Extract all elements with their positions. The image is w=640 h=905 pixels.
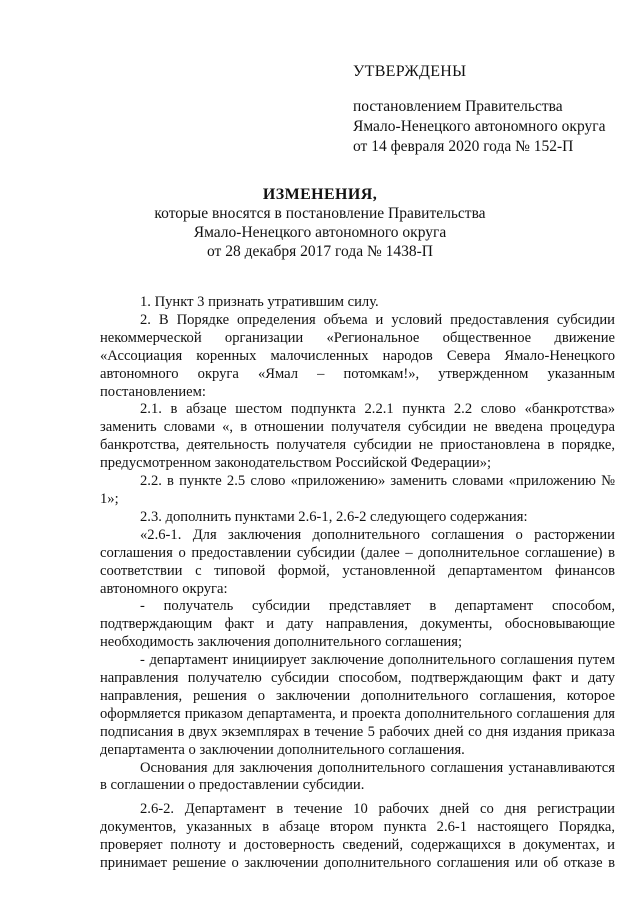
approved-line-1: постановлением Правительства [353, 98, 563, 115]
paragraph-2-2: 2.2. в пункте 2.5 слово «приложению» заменить словами «приложению № 1»; [100, 473, 615, 507]
approved-heading: УТВЕРЖДЕНЫ [353, 63, 467, 80]
paragraph-grounds: Основания для заключения дополнительного соглашения устанавливаются в соглашении о предоставлении субсидии. [100, 759, 615, 794]
title-line-3: от 28 декабря 2017 года № 1438-П [207, 243, 433, 260]
paragraph-2: 2. В Порядке определения объема и условий предоставления субсидии некоммерческой организации «Региональное общественное движение «Ассоциация коренных малочисленных народов Севера Ямало-Ненецкого автономного округа «Ямал – потомкам!», утвержденном указанным постановлением: [100, 311, 615, 400]
document-title [0, 185, 640, 261]
paragraph-list-item-1: - получатель субсидии представляет в департамент способом, подтверждающим факт и дату направления, документы, обосновывающие необходимость заключения дополнительного соглашения; [100, 598, 615, 651]
approved-line-2: Ямало-Ненецкого автономного округа [353, 118, 606, 135]
document-body [100, 294, 615, 873]
approval-stamp-block [353, 62, 605, 157]
paragraph-2-6-2: 2.6-2. Департамент в течение 10 рабочих дней со дня регистрации документов, указанных в абзаце втором пункта 2.6-1 настоящего Порядка, проверяет полноту и достоверность сведений, содержащихся в документах, и принимает решение о заключении дополнительного соглашения или об отказе в [100, 801, 615, 872]
approved-line-3: от 14 февраля 2020 года № 152-П [353, 138, 574, 155]
paragraph-1: 1. Пункт 3 признать утратившим силу. [140, 294, 379, 310]
title-main: ИЗМЕНЕНИЯ, [262, 186, 378, 203]
paragraph-list-item-2: - департамент инициирует заключение дополнительного соглашения путем направления получателю субсидии способом, подтверждающим факт и дату направления, решения о заключении дополнительного соглашения, которое оформляется приказом департамента, и проекта дополнительного соглашения для подписания в двух экземплярах в течение 5 рабочих дней со дня издания приказа департамента о заключении дополнительного соглашения. [100, 652, 615, 758]
paragraph-2-1: 2.1. в абзаце шестом подпункта 2.2.1 пункта 2.2 слово «банкротства» заменить словами «, в отношении получателя субсидии не введена процедура банкротства, деятельность получателя субсидии не приостановлена в порядке, предусмотренном законодательством Российской Федерации»; [100, 401, 615, 472]
title-line-2: Ямало-Ненецкого автономного округа [193, 224, 447, 241]
paragraph-2-3: 2.3. дополнить пунктами 2.6-1, 2.6-2 следующего содержания: [140, 508, 528, 525]
title-line-1: которые вносятся в постановление Правительства [154, 205, 486, 222]
paragraph-2-6-1: «2.6-1. Для заключения дополнительного соглашения о расторжении соглашения о предоставлении субсидии (далее – дополнительное соглашение) в соответствии с типовой формой, установленной департаментом финансов автономного округа: [100, 526, 615, 597]
